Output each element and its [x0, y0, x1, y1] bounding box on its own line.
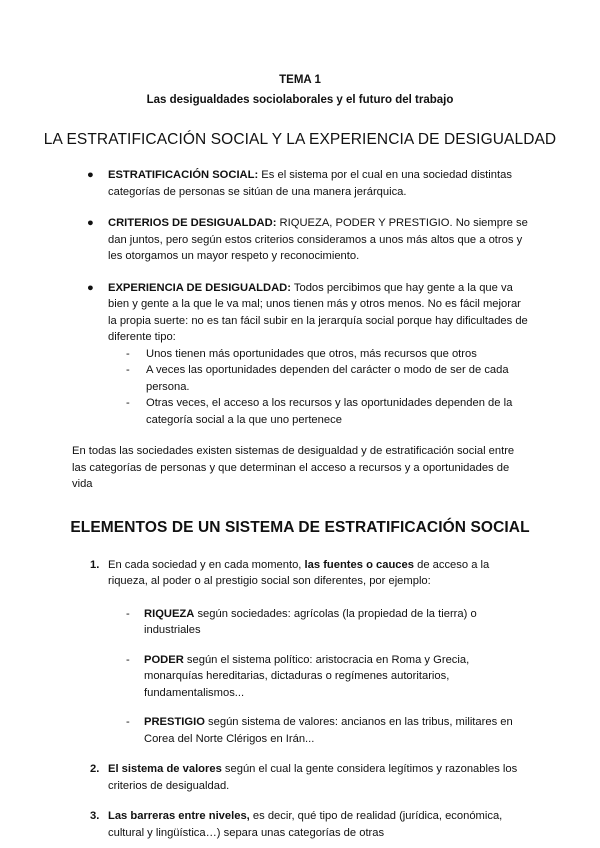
numbered-item — [0, 557, 600, 748]
bullet-icon: ● — [87, 217, 94, 229]
list-item — [0, 167, 600, 200]
sublist-item — [108, 652, 528, 702]
sublist-text: A veces las oportunidades dependen del carácter o modo de ser de cada persona. — [146, 364, 509, 393]
dash-icon: - — [126, 397, 130, 409]
example-text: según sociedades: agrícolas (la propiedad de la tierra) o industriales — [144, 607, 477, 636]
dash-icon: - — [126, 716, 130, 728]
definition-term: CRITERIOS DE DESIGUALDAD: — [108, 217, 277, 229]
item-number: 3. — [90, 810, 100, 822]
dash-icon: - — [126, 347, 130, 360]
list-item — [0, 215, 600, 265]
topic-subtitle: Las desigualdades sociolaborales y el futuro del trabajo — [146, 93, 454, 106]
example-text: según sistema de valores: ancianos en las tribus, militares en Corea del Norte Clérigos en Irán... — [144, 716, 513, 745]
definition-term: ESTRATIFICACIÓN SOCIAL: — [108, 169, 259, 181]
example-term: RIQUEZA — [144, 607, 195, 620]
item-text: de acceso a la riqueza, al poder o al prestigio social son diferentes, por ejemplo: — [108, 558, 490, 587]
bullet-icon: ● — [87, 169, 94, 181]
sublist-text: Unos tienen más oportunidades que otros, más recursos que otros — [146, 347, 477, 360]
definition-term: EXPERIENCIA DE DESIGUALDAD: — [108, 281, 291, 294]
numbered-item — [0, 808, 600, 841]
item-text: En cada sociedad y en cada momento, — [108, 558, 305, 571]
section-heading-elements: ELEMENTOS DE UN SISTEMA DE ESTRATIFICACIÓN SOCIAL — [70, 518, 530, 536]
dash-icon: - — [126, 653, 130, 666]
summary-paragraph: En todas las sociedades existen sistemas de desigualdad y de estratificación social entre las categorías de personas y que determinan el acceso a recursos y a oportunidades de vida — [72, 445, 515, 490]
example-term: PRESTIGIO — [144, 716, 205, 728]
section-heading-stratification: LA ESTRATIFICACIÓN SOCIAL Y LA EXPERIENCIA DE DESIGUALDAD — [43, 131, 557, 148]
dash-icon: - — [126, 607, 130, 620]
examples-sublist — [108, 606, 528, 748]
definition-text: RIQUEZA, PODER Y PRESTIGIO. No siempre se dan juntos, pero según estos criterios consideramos a unos más altos que a otros y les otorgamos un mayor respeto y reconocimiento. — [108, 217, 528, 262]
example-text: según el sistema político: aristocracia en Roma y Grecia, monarquías hereditarias, dictaduras o regímenes autoritarios, fundamentalismos... — [144, 653, 470, 699]
item-emphasis: las fuentes o cauces — [304, 558, 414, 571]
elements-list — [0, 557, 600, 842]
sublist-item — [108, 362, 528, 395]
topic-number: TEMA 1 — [279, 74, 321, 86]
item-emphasis: El sistema de valores — [108, 763, 222, 775]
definition-text: Es el sistema por el cual en una sociedad distintas categorías de personas se sitúan de una manera jerárquica. — [108, 169, 512, 198]
sublist-item — [108, 714, 528, 747]
sublist-text: Otras veces, el acceso a los recursos y las oportunidades dependen de la categoría social a la que uno pertenece — [146, 397, 513, 426]
sublist-item — [108, 606, 528, 639]
sublist-item — [108, 346, 528, 363]
definition-text: Todos percibimos que hay gente a la que va bien y gente a la que le va mal; unos tienen más y otros menos. No es fácil mejorar la propia suerte: no es tan fácil subir en la jerarquía social porque hay dificultades de diferente tipo: — [108, 281, 528, 343]
item-text: según el cual la gente considera legítimos y razonables los criterios de desigualdad. — [108, 763, 518, 792]
numbered-item — [0, 761, 600, 794]
item-emphasis: Las barreras entre niveles, — [108, 810, 250, 822]
item-number: 1. — [90, 558, 100, 571]
bullet-icon: ● — [87, 281, 94, 294]
example-term: PODER — [144, 653, 184, 666]
difficulty-sublist — [108, 346, 528, 429]
item-number: 2. — [90, 763, 100, 775]
dash-icon: - — [126, 364, 130, 376]
item-text: es decir, qué tipo de realidad (jurídica, económica, cultural y lingüística…) separa unas categorías de otras — [108, 810, 503, 839]
list-item — [0, 280, 600, 429]
sublist-item — [108, 395, 528, 428]
definition-list — [0, 167, 600, 428]
